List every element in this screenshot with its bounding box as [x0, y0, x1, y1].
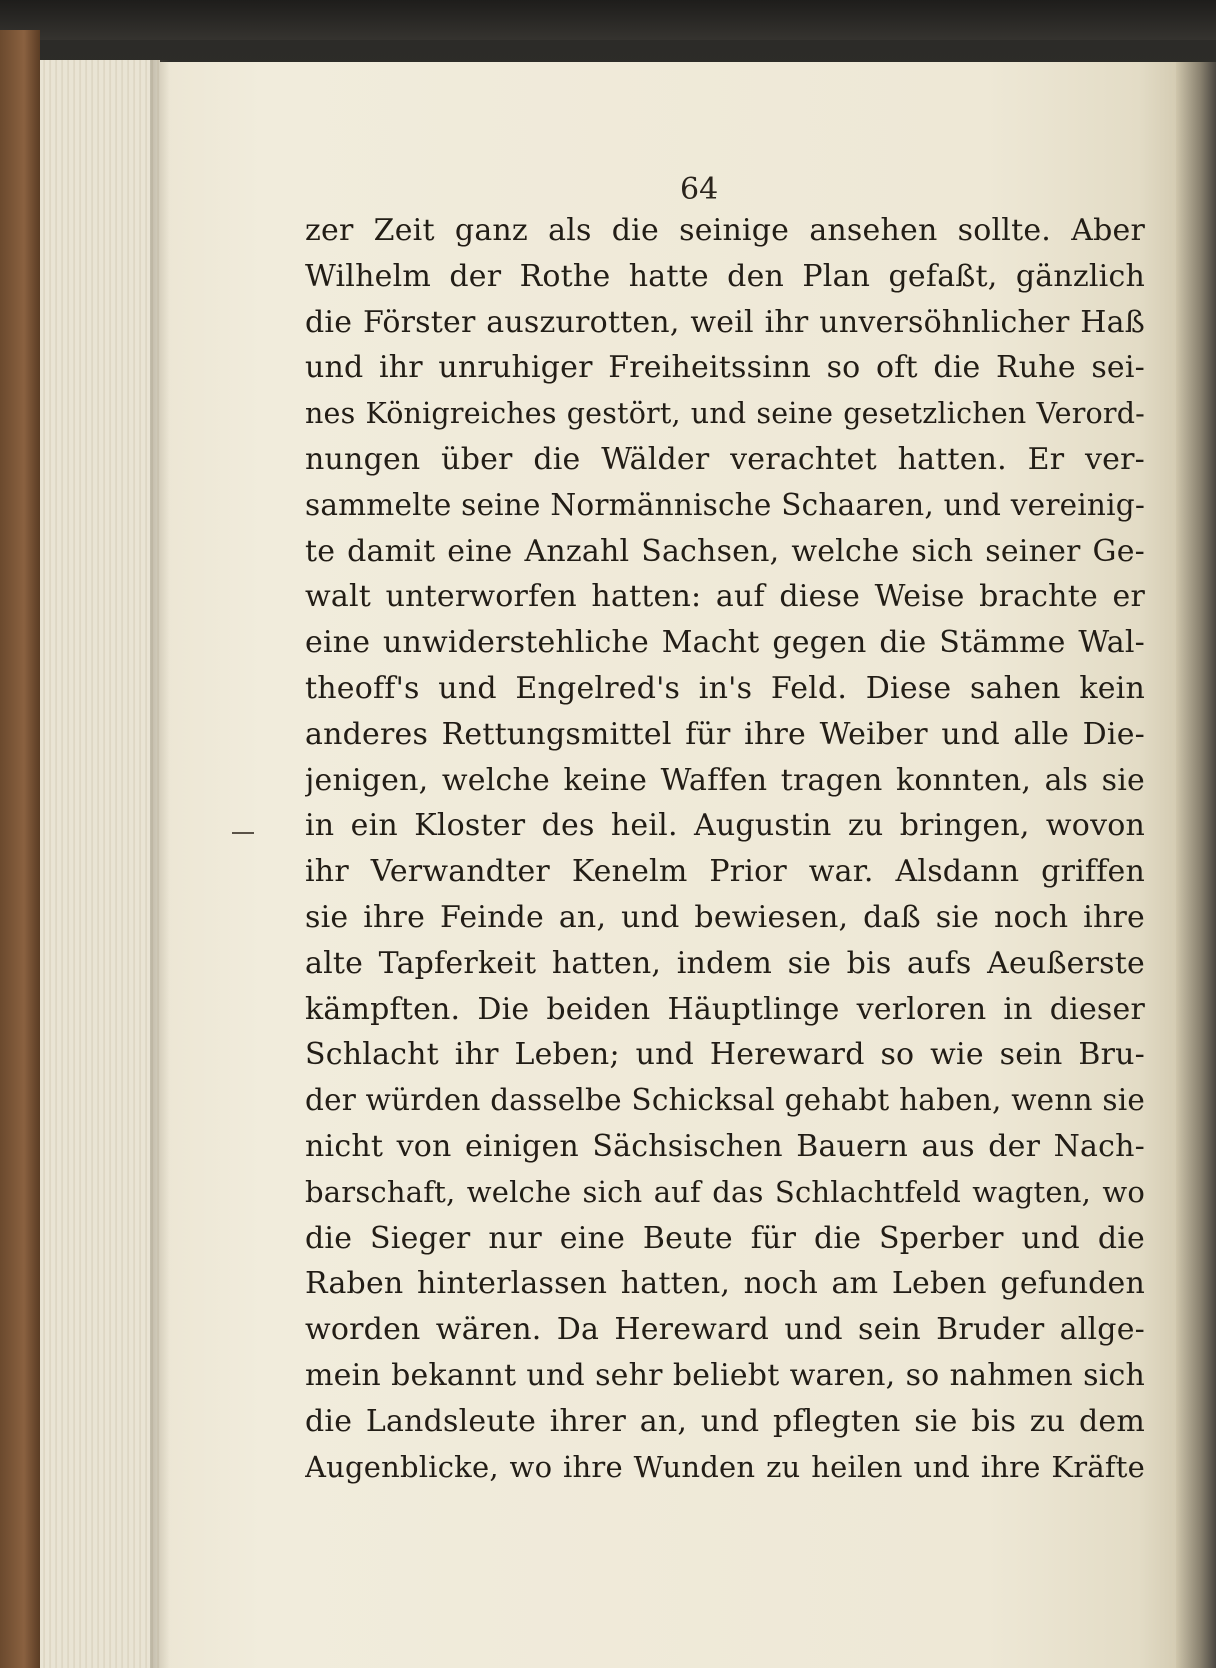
text-line: alte Tapferkeit hatten, indem sie bis aufs Aeußerste: [305, 945, 1145, 981]
text-line: ihr Verwandter Kenelm Prior war. Alsdann griffen: [305, 854, 1145, 890]
page-number: 64: [680, 172, 719, 207]
text-line: zer Zeit ganz als die seinige ansehen sollte. Aber: [305, 213, 1145, 248]
text-line: nes Königreiches gestört, und seine gesetzlichen Verord-: [305, 397, 1145, 431]
page-text: [305, 208, 1145, 1490]
leather-binding: [0, 30, 40, 1668]
text-line: barschaft, welche sich auf das Schlachtfeld wagten, wo: [305, 1174, 1145, 1209]
text-line: die Sieger nur eine Beute für die Sperber und die: [305, 1220, 1145, 1256]
text-line: die Förster auszurotten, weil ihr unversöhnlicher Haß: [305, 304, 1145, 340]
text-line: eine unwiderstehliche Macht gegen die Stämme Wal-: [305, 625, 1145, 661]
text-line: worden wären. Da Hereward und sein Bruder allge-: [305, 1312, 1145, 1348]
text-line: jenigen, welche keine Waffen tragen konnten, als sie: [305, 762, 1145, 798]
text-line: in ein Kloster des heil. Augustin zu bringen, wovon: [305, 808, 1145, 844]
text-line: nicht von einigen Sächsischen Bauern aus der Nach-: [305, 1128, 1145, 1164]
book-cover-top-edge: [0, 0, 1216, 40]
text-line: walt unterworfen hatten: auf diese Weise brachte er: [305, 579, 1145, 615]
text-line: mein bekannt und sehr beliebt waren, so nahmen sich: [305, 1357, 1145, 1393]
text-line: te damit eine Anzahl Sachsen, welche sich seiner Ge-: [305, 533, 1145, 569]
text-line: kämpften. Die beiden Häuptlinge verloren in dieser: [305, 991, 1145, 1027]
margin-mark: [232, 832, 254, 834]
page-edge-shadow: [150, 60, 170, 1668]
stacked-page-edges: [40, 60, 160, 1668]
text-line: nungen über die Wälder verachtet hatten. Er ver-: [305, 441, 1145, 477]
book-gutter: [1176, 62, 1216, 1668]
text-line: Wilhelm der Rothe hatte den Plan gefaßt, gänzlich: [305, 258, 1145, 294]
text-line: sie ihre Feinde an, und bewiesen, daß sie noch ihre: [305, 899, 1145, 935]
text-line: Raben hinterlassen hatten, noch am Leben gefunden: [305, 1266, 1145, 1302]
text-line: Schlacht ihr Leben; und Hereward so wie sein Bru-: [305, 1037, 1145, 1073]
text-line: die Landsleute ihrer an, und pflegten sie bis zu dem: [305, 1403, 1145, 1439]
text-line: sammelte seine Normännische Schaaren, und vereinig-: [305, 487, 1145, 522]
text-line: anderes Rettungsmittel für ihre Weiber und alle Die-: [305, 716, 1145, 752]
text-line: theoff's und Engelred's in's Feld. Diese sahen kein: [305, 670, 1145, 706]
text-line: der würden dasselbe Schicksal gehabt haben, wenn sie: [305, 1083, 1145, 1118]
text-line: und ihr unruhiger Freiheitssinn so oft die Ruhe sei-: [305, 350, 1145, 386]
text-line: Augenblicke, wo ihre Wunden zu heilen und ihre Kräfte: [305, 1449, 1145, 1484]
